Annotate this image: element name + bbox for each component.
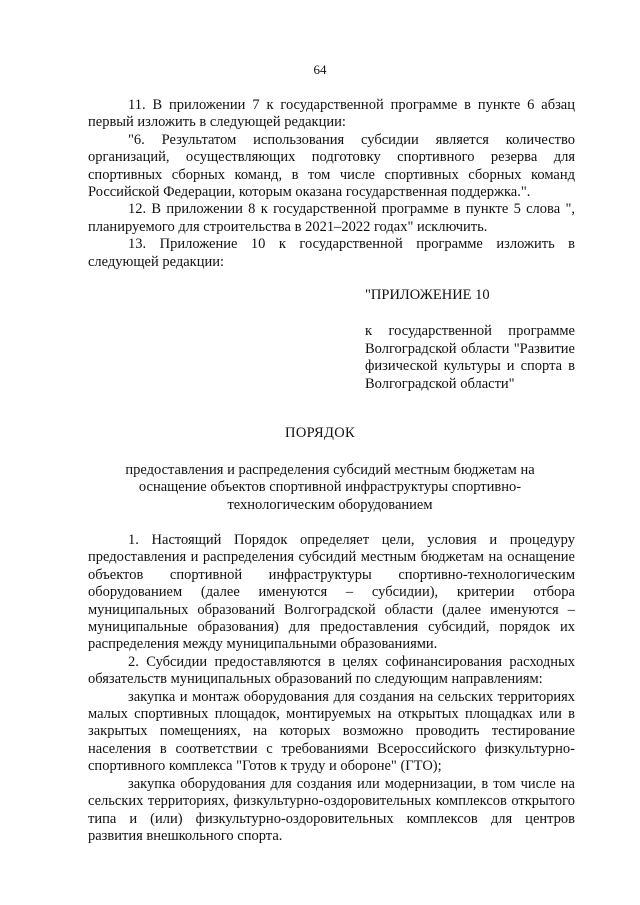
section-paragraph: 2. Субсидии предоставляются в целях софинансирования расходных обязательств муниципальных образований по следующим направлениям: <box>88 653 575 688</box>
amendment-paragraph: "6. Результатом использования субсидии является количество организаций, осуществляющих подготовку спортивного резерва для спортивных сборных команд, в том числе спортивных сборных команд Российской Федерации, которым оказана государственная поддержка.". <box>88 131 575 201</box>
amendment-paragraph: 12. В приложении 8 к государственной программе в пункте 5 слова ", планируемого для строительства в 2021–2022 годах" исключить. <box>88 201 575 235</box>
amendment-paragraph: 11. В приложении 7 к государственной программе в пункте 6 абзац первый изложить в следующей редакции: <box>88 97 575 131</box>
section-paragraph: закупка оборудования для создания или модернизации, в том числе на сельских территориях, физкультурно-оздоровительных комплексов открытого типа и (или) физкультурно-оздоровительных комплексов для центров развития внешкольного спорта. <box>88 775 575 844</box>
procedure-sections <box>88 532 575 845</box>
document-title: ПОРЯДОК <box>285 425 355 441</box>
appendix-heading: "ПРИЛОЖЕНИЕ 10 <box>365 287 490 303</box>
document-subtitle: предоставления и распределения субсидий местным бюджетам на оснащение объектов спортивной инфраструктуры спортивно-технологическим оборудованием <box>125 462 535 513</box>
section-paragraph: закупка и монтаж оборудования для создания на сельских территориях малых спортивных площадок, монтируемых на открытых площадках или в закрытых помещениях, на которых возможно проводить тестирование населения в соответствии с требованиями Всероссийского физкультурно-спортивного комплекса "Готов к труду и обороне" (ГТО); <box>88 688 575 775</box>
section-paragraph: 1. Настоящий Порядок определяет цели, условия и процедуру предоставления и распределения субсидий местным бюджетам на оснащение объектов спортивной инфраструктуры спортивно-технологическим оборудованием (далее именуются – субсидии), критерии отбора муниципальных образований Волгоградской области (далее именуются – муниципальные образования) для предоставления субсидий, порядок их распределения между муниципальными образованиями. <box>88 532 575 653</box>
appendix-reference: к государственной программе Волгоградской области "Развитие физической культуры и спорта в Волгоградской области" <box>365 323 575 392</box>
amendment-paragraph: 13. Приложение 10 к государственной программе изложить в следующей редакции: <box>88 236 575 270</box>
page-number: 64 <box>313 62 327 77</box>
amendments-block <box>88 97 575 271</box>
